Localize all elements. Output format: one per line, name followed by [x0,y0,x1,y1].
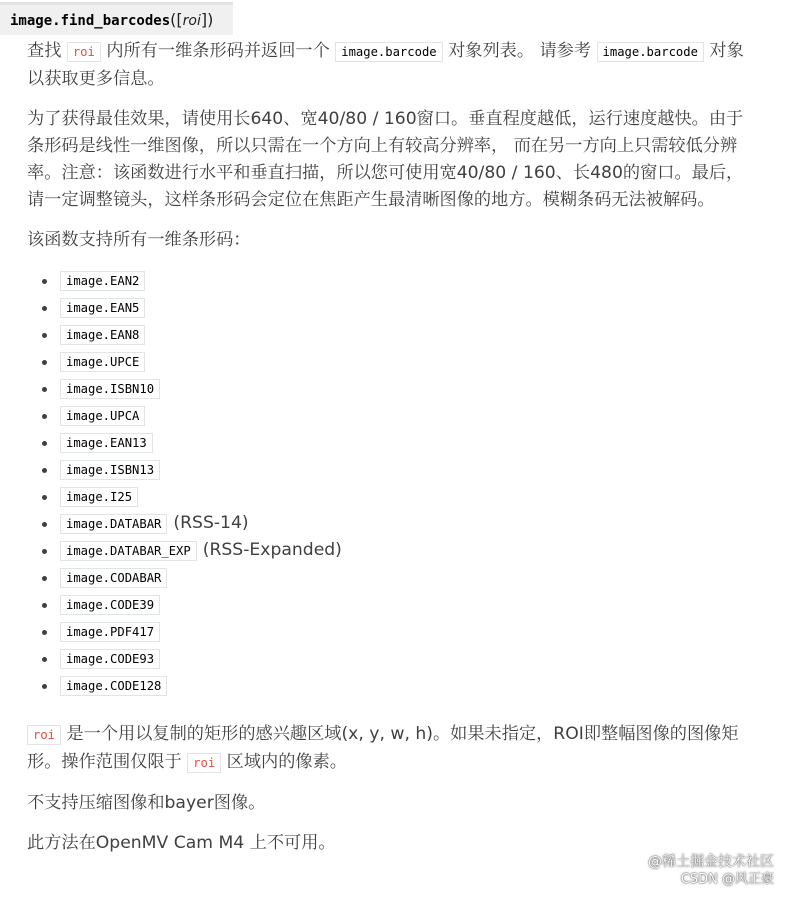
list-item [60,402,757,429]
barcode-type-code: image.EAN5 [60,298,145,318]
close-bracket: ] [200,10,208,29]
roi-code: roi [67,42,101,62]
barcode-type-code: image.ISBN13 [60,460,160,480]
watermark [648,853,774,889]
intro-text-4: 对象以获取更多信息。 [27,41,744,89]
list-item [60,510,757,537]
list-item [60,618,757,645]
close-paren: ) [207,10,214,29]
resolution-paragraph: 为了获得最佳效果，请使用长640、宽40/80 / 160窗口。垂直程度越低，运行速度越快。由于条形码是线性一维图像，所以只需在一个方向上有较高分辨率， 而在另一方向上只需较低分辨率。注意：该函数进行水平和垂直扫描，所以您可使用宽40/80 / 160、长480的窗口。最后，请一定调整镜头，这样条形码会定位在焦距产生最清晰图像的地方。模糊条码无法被解码。 [27,109,744,210]
watermark-csdn: CSDN @风正豪 [680,872,774,887]
list-item [60,348,757,375]
barcode-link-code[interactable]: image.barcode [597,42,704,62]
barcode-code: image.barcode [335,42,442,62]
list-item [60,645,757,672]
barcode-type-code: image.CODE93 [60,649,160,669]
roi-text-1: 是一个用以复制的矩形的感兴趣区域(x, y, w, h)。如果未指定，ROI即整幅图像的图像矩形。操作范围仅限于 [27,724,739,772]
open-paren: ( [170,10,177,29]
barcode-type-note: (RSS-Expanded) [202,540,342,560]
function-signature [0,2,233,35]
list-item [60,375,757,402]
roi-paragraph [27,721,757,777]
open-bracket: [ [176,10,183,29]
supported-intro: 该函数支持所有一维条形码： [27,230,251,250]
barcode-type-code: image.EAN2 [60,271,145,291]
barcode-type-code: image.DATABAR [60,514,167,534]
unavailable-paragraph: 此方法在OpenMV Cam M4 上不可用。 [27,833,336,853]
list-item [60,537,757,564]
barcode-type-code: image.ISBN10 [60,379,160,399]
intro-text-2: 内所有一维条形码并返回一个 [100,41,336,61]
barcode-type-code: image.I25 [60,487,138,507]
roi-text-2: 区域内的像素。 [221,752,347,772]
unsupported-paragraph: 不支持压缩图像和bayer图像。 [27,793,266,813]
barcode-type-code: image.CODE39 [60,595,160,615]
barcode-type-code: image.CODE128 [60,676,167,696]
intro-text-3: 对象列表。 请参考 [442,41,597,61]
function-name: image.find_barcodes [10,13,171,29]
barcode-type-list [27,267,757,699]
barcode-type-code: image.UPCA [60,406,145,426]
barcode-type-code: image.PDF417 [60,622,160,642]
list-item [60,429,757,456]
argument-roi: roi [182,13,201,29]
list-item [60,456,757,483]
list-item [60,483,757,510]
barcode-type-code: image.CODABAR [60,568,167,588]
barcode-type-note: (RSS-14) [173,513,249,533]
list-item [60,267,757,294]
doc-content [27,38,757,870]
list-item [60,564,757,591]
watermark-juejin: @稀土掘金技术社区 [648,854,774,870]
intro-paragraph [27,38,757,93]
barcode-type-code: image.DATABAR_EXP [60,541,197,561]
barcode-type-code: image.EAN8 [60,325,145,345]
barcode-type-code: image.EAN13 [60,433,153,453]
roi-code: roi [27,725,61,745]
list-item [60,321,757,348]
list-item [60,672,757,699]
barcode-type-code: image.UPCE [60,352,145,372]
intro-text-1: 查找 [27,41,67,61]
list-item [60,591,757,618]
roi-code: roi [187,753,221,773]
list-item [60,294,757,321]
